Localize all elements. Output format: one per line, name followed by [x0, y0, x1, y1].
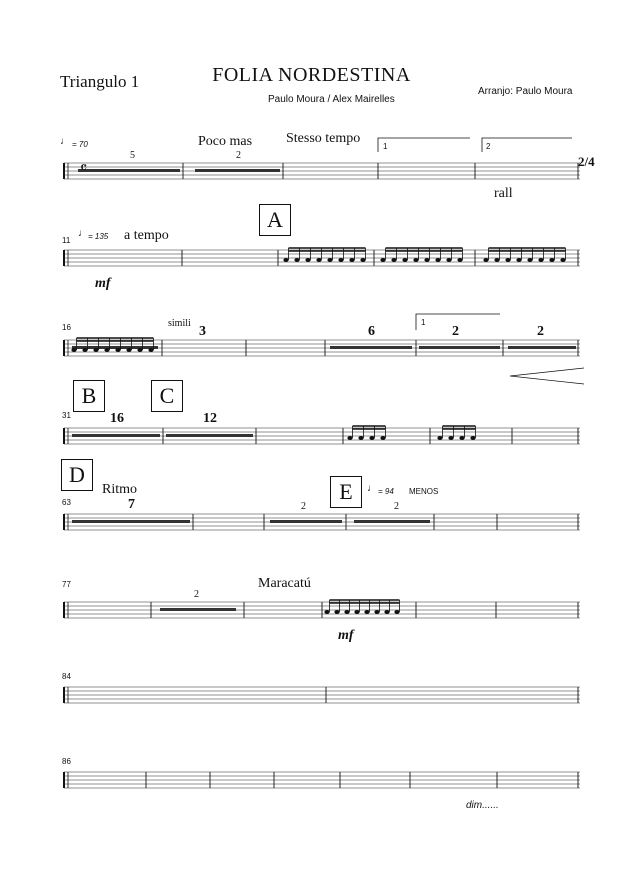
note-head: [394, 610, 399, 614]
note-head: [424, 258, 429, 262]
tempo-note-icon: ♩: [60, 136, 70, 147]
note-head: [527, 258, 532, 262]
note-head: [334, 610, 339, 614]
note-head: [374, 610, 379, 614]
note-head: [347, 436, 352, 440]
multi-measure-rest: [160, 608, 236, 611]
rehearsal-mark-d: D: [61, 459, 93, 491]
note-head: [549, 258, 554, 262]
measure-number: 84: [62, 672, 71, 681]
multi-measure-rest: [195, 169, 280, 172]
note-head: [448, 436, 453, 440]
hairpin: [510, 368, 584, 384]
tempo-mark: = 135: [88, 232, 109, 241]
note-head: [437, 436, 442, 440]
note-head: [305, 258, 310, 262]
rest-count: 2: [394, 501, 399, 512]
ending-1: 1: [421, 318, 426, 327]
note-head: [148, 348, 153, 352]
note-head: [364, 610, 369, 614]
marking-ritmo: Ritmo: [102, 482, 138, 497]
piece-title: FOLIA NORDESTINA: [212, 64, 411, 86]
rest-count: 7: [128, 497, 135, 512]
note-head: [380, 436, 385, 440]
multi-measure-rest: [72, 434, 160, 437]
rest-count: 16: [110, 411, 124, 426]
marking-poco-mas: Poco mas: [198, 134, 253, 149]
marking-simili: simili: [168, 318, 191, 329]
ending-bracket: [378, 138, 470, 152]
note-head: [494, 258, 499, 262]
note-head: [470, 436, 475, 440]
note-head: [338, 258, 343, 262]
note-head: [384, 610, 389, 614]
tempo-mark: = 94: [378, 487, 394, 496]
note-head: [349, 258, 354, 262]
note-head: [402, 258, 407, 262]
rest-count: 2: [452, 324, 459, 339]
rest-count: 2: [194, 589, 199, 600]
tempo-note-icon: ♩: [78, 228, 88, 239]
measure-number: 31: [62, 411, 71, 420]
multi-measure-rest: [78, 169, 180, 172]
note-head: [126, 348, 131, 352]
dynamic-mf: mf: [95, 276, 111, 291]
note-head: [446, 258, 451, 262]
multi-measure-rest: [72, 520, 190, 523]
note-head: [516, 258, 521, 262]
instrument-name: Triangulo 1: [60, 72, 140, 91]
note-head: [354, 610, 359, 614]
multi-measure-rest: [330, 346, 412, 349]
note-head: [459, 436, 464, 440]
rest-count: 5: [130, 150, 135, 161]
ending-bracket: [482, 138, 572, 152]
measure-number: 63: [62, 498, 71, 507]
note-head: [71, 348, 76, 352]
rehearsal-mark-c: C: [151, 380, 183, 412]
rest-count: 6: [368, 324, 375, 339]
tempo-mark: = 70: [72, 140, 88, 149]
tempo-note-icon: ♩: [367, 483, 377, 494]
ending-1: 1: [383, 142, 388, 151]
arranger: Arranjo: Paulo Moura: [478, 86, 573, 97]
measure-number: 77: [62, 580, 71, 589]
marking-rall: rall: [494, 186, 513, 201]
note-head: [104, 348, 109, 352]
ending-2: 2: [486, 142, 491, 151]
note-head: [324, 610, 329, 614]
note-head: [360, 258, 365, 262]
note-head: [457, 258, 462, 262]
rest-count: 12: [203, 411, 217, 426]
note-head: [82, 348, 87, 352]
note-head: [538, 258, 543, 262]
note-head: [560, 258, 565, 262]
marking-stesso-tempo: Stesso tempo: [286, 131, 361, 146]
multi-measure-rest: [419, 346, 500, 349]
note-head: [413, 258, 418, 262]
note-head: [327, 258, 332, 262]
marking-a-tempo: a tempo: [124, 228, 169, 243]
note-head: [294, 258, 299, 262]
rest-count: 2: [537, 324, 544, 339]
composers: Paulo Moura / Alex Mairelles: [268, 94, 395, 105]
note-head: [93, 348, 98, 352]
rest-count: 2: [301, 501, 306, 512]
multi-measure-rest: [270, 520, 342, 523]
note-head: [391, 258, 396, 262]
note-head: [137, 348, 142, 352]
rehearsal-mark-a: A: [259, 204, 291, 236]
multi-measure-rest: [166, 434, 253, 437]
note-head: [358, 436, 363, 440]
rest-count: 3: [199, 324, 206, 339]
note-head: [316, 258, 321, 262]
marking-maracatu: Maracatú: [258, 576, 311, 591]
time-signature: 2/4: [578, 154, 595, 169]
multi-measure-rest: [354, 520, 430, 523]
note-head: [505, 258, 510, 262]
note-head: [344, 610, 349, 614]
note-head: [369, 436, 374, 440]
rest-count: 2: [236, 150, 241, 161]
marking-menos: MENOS: [409, 487, 439, 496]
measure-number: 16: [62, 323, 71, 332]
multi-measure-rest: [508, 346, 576, 349]
note-head: [483, 258, 488, 262]
rehearsal-mark-b: B: [73, 380, 105, 412]
note-head: [115, 348, 120, 352]
common-time-icon: 𝄴: [80, 160, 88, 177]
measure-number: 11: [62, 236, 71, 245]
measure-number: 86: [62, 757, 71, 766]
rehearsal-mark-e: E: [330, 476, 362, 508]
note-head: [283, 258, 288, 262]
marking-dim: dim......: [466, 800, 499, 811]
dynamic-mf: mf: [338, 628, 354, 643]
note-head: [435, 258, 440, 262]
note-head: [380, 258, 385, 262]
